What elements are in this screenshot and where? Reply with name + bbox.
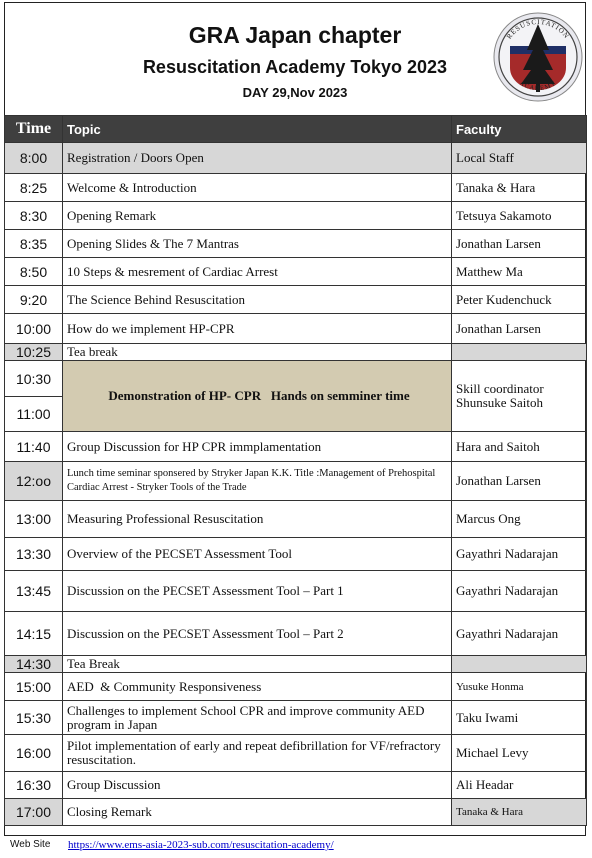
table-row <box>5 612 587 656</box>
table-row <box>5 202 587 230</box>
page-subtitle: Resuscitation Academy Tokyo 2023 <box>142 57 448 77</box>
table-row <box>5 673 587 701</box>
row-faculty: Local Staff <box>452 143 587 174</box>
table-row <box>5 501 587 538</box>
row-topic: Tea Break <box>63 656 452 673</box>
event-date: DAY 29,Nov 2023 <box>242 85 348 100</box>
row-faculty-line2: Shunsuke Saitoh <box>456 395 544 410</box>
row-time: 16:00 <box>5 735 63 772</box>
row-time: 8:30 <box>5 202 63 230</box>
row-topic: Measuring Professional Resuscitation <box>63 501 452 538</box>
schedule-table <box>4 115 587 826</box>
row-faculty: Michael Levy <box>452 735 587 772</box>
table-row <box>5 361 587 432</box>
row-topic: Opening Remark <box>63 202 452 230</box>
row-faculty: Tanaka & Hara <box>452 799 587 826</box>
row-faculty: Marcus Ong <box>452 501 587 538</box>
row-faculty: Jonathan Larsen <box>452 462 587 501</box>
row-faculty: Jonathan Larsen <box>452 230 587 258</box>
row-faculty: Peter Kudenchuck <box>452 286 587 314</box>
table-row <box>5 462 587 501</box>
row-topic: Discussion on the PECSET Assessment Tool – Part 2 <box>63 612 452 656</box>
row-faculty-line1: Skill coordinator <box>456 381 544 396</box>
table-row <box>5 143 587 174</box>
table-header-row <box>5 116 587 143</box>
resuscitation-academy-logo <box>493 10 583 104</box>
row-topic: Overview of the PECSET Assessment Tool <box>63 538 452 571</box>
row-time: 14:30 <box>5 656 63 673</box>
table-row <box>5 314 587 344</box>
table-row <box>5 799 587 826</box>
logo-bottom-text: ACADEMY <box>518 79 558 93</box>
col-header-topic: Topic <box>63 116 452 143</box>
row-time: 8:25 <box>5 174 63 202</box>
row-time: 15:30 <box>5 701 63 735</box>
row-time: 14:15 <box>5 612 63 656</box>
row-faculty: Hara and Saitoh <box>452 432 587 462</box>
table-row <box>5 538 587 571</box>
row-topic: The Science Behind Resuscitation <box>63 286 452 314</box>
row-time <box>5 361 63 432</box>
row-faculty: Ali Headar <box>452 772 587 799</box>
row-time: 17:00 <box>5 799 63 826</box>
row-topic: 10 Steps & mesrement of Cardiac Arrest <box>63 258 452 286</box>
row-topic: Registration / Doors Open <box>63 143 452 174</box>
row-time: 10:00 <box>5 314 63 344</box>
website-label: Web Site <box>10 839 51 850</box>
row-topic: Discussion on the PECSET Assessment Tool – Part 1 <box>63 571 452 612</box>
col-header-faculty: Faculty <box>452 116 587 143</box>
website-link[interactable]: https://www.ems-asia-2023-sub.com/resuscitation-academy/ <box>68 839 334 851</box>
table-row <box>5 701 587 735</box>
row-topic: Lunch time seminar sponsered by Stryker Japan K.K. Title :Management of Prehospital Cardiac Arrest - Stryker Tools of the Trade <box>63 462 452 501</box>
table-row <box>5 286 587 314</box>
row-faculty <box>452 656 587 673</box>
row-topic: Group Discussion <box>63 772 452 799</box>
row-topic: Pilot implementation of early and repeat defibrillation for VF/refractory resuscitation. <box>63 735 452 772</box>
row-time: 11:40 <box>5 432 63 462</box>
row-topic: Opening Slides & The 7 Mantras <box>63 230 452 258</box>
table-row <box>5 772 587 799</box>
row-time: 10:25 <box>5 344 63 361</box>
table-row <box>5 735 587 772</box>
row-faculty: Taku Iwami <box>452 701 587 735</box>
page-title: GRA Japan chapter <box>188 22 402 48</box>
table-row <box>5 656 587 673</box>
website-footer <box>4 837 586 855</box>
table-row <box>5 571 587 612</box>
row-topic: Tea break <box>63 344 452 361</box>
table-row <box>5 230 587 258</box>
row-faculty: Jonathan Larsen <box>452 314 587 344</box>
row-topic: AED & Community Responsiveness <box>63 673 452 701</box>
row-faculty: Matthew Ma <box>452 258 587 286</box>
row-topic: Group Discussion for HP CPR immplamentation <box>63 432 452 462</box>
row-time-start: 10:30 <box>15 370 52 387</box>
table-row <box>5 174 587 202</box>
table-row <box>5 258 587 286</box>
row-time: 8:50 <box>5 258 63 286</box>
table-row <box>5 344 587 361</box>
row-faculty <box>452 361 587 432</box>
row-time: 13:45 <box>5 571 63 612</box>
row-topic: Closing Remark <box>63 799 452 826</box>
row-time: 8:00 <box>5 143 63 174</box>
row-time: 8:35 <box>5 230 63 258</box>
row-time-end: 11:00 <box>5 396 62 431</box>
row-faculty: Gayathri Nadarajan <box>452 612 587 656</box>
row-time: 9:20 <box>5 286 63 314</box>
logo-top-text: RESUSCITATION <box>505 17 571 41</box>
demo-topic: Demonstration of HP- CPR Hands on semminer time <box>63 361 452 432</box>
row-topic: Welcome & Introduction <box>63 174 452 202</box>
row-faculty: Gayathri Nadarajan <box>452 538 587 571</box>
row-time: 12:oo <box>5 462 63 501</box>
row-time: 13:00 <box>5 501 63 538</box>
row-faculty: Yusuke Honma <box>452 673 587 701</box>
row-time: 16:30 <box>5 772 63 799</box>
row-topic: Challenges to implement School CPR and improve community AED program in Japan <box>63 701 452 735</box>
row-faculty: Gayathri Nadarajan <box>452 571 587 612</box>
table-row <box>5 432 587 462</box>
row-faculty <box>452 344 587 361</box>
row-faculty: Tetsuya Sakamoto <box>452 202 587 230</box>
row-time: 13:30 <box>5 538 63 571</box>
col-header-time: Time <box>5 116 63 143</box>
row-topic: How do we implement HP-CPR <box>63 314 452 344</box>
row-time: 15:00 <box>5 673 63 701</box>
row-faculty: Tanaka & Hara <box>452 174 587 202</box>
